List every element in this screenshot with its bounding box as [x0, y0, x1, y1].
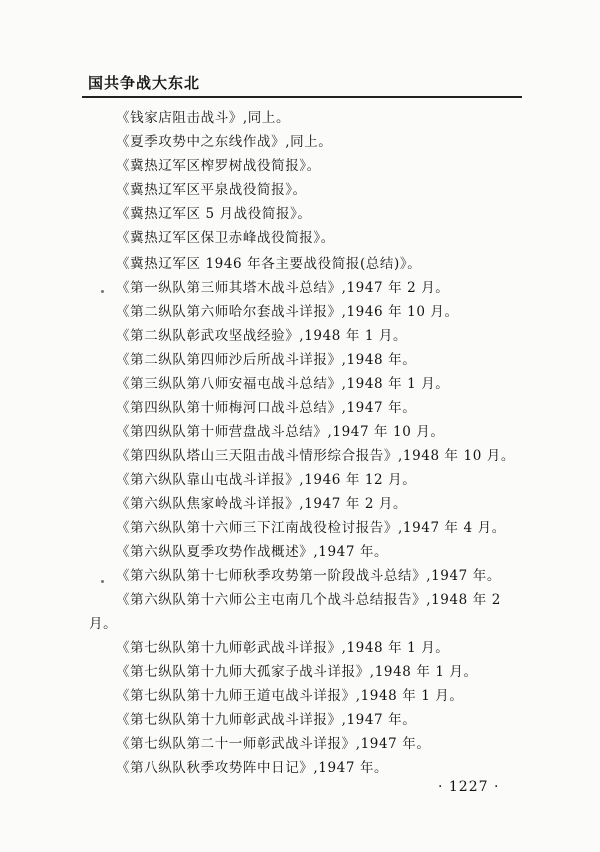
reference-entry: 《第六纵队焦家岭战斗详报》,1947 年 2 月。: [116, 496, 408, 512]
reference-entry: 《第二纵队第六师哈尔套战斗详报》,1946 年 10 月。: [116, 304, 459, 320]
reference-entry: 《第七纵队第十九师王道屯战斗详报》,1948 年 1 月。: [116, 688, 464, 704]
reference-entry-continuation: 月。: [89, 616, 118, 632]
reference-entry: 《钱家店阻击战斗》,同上。: [116, 110, 291, 126]
reference-entry: 《冀热辽军区保卫赤峰战役简报》。: [116, 230, 335, 246]
reference-entry: 《第七纵队第十九师彰武战斗详报》,1947 年。: [116, 712, 417, 728]
reference-entry: 《第二纵队彰武攻坚战经验》,1948 年 1 月。: [116, 328, 408, 344]
reference-entry: 《第四纵队第十师营盘战斗总结》,1947 年 10 月。: [116, 424, 445, 440]
reference-entry: 《第六纵队第十六师公主屯南几个战斗总结报告》,1948 年 2: [116, 592, 501, 608]
reference-entry: 《冀热辽军区 1946 年各主要战役简报(总结)》。: [116, 256, 422, 272]
reference-entry: 《冀热辽军区平泉战役简报》。: [116, 182, 307, 198]
reference-entry: 《第六纵队第十七师秋季攻势第一阶段战斗总结》,1947 年。: [116, 568, 501, 584]
header-rule: [82, 96, 522, 98]
reference-entry: 《第四纵队塔山三天阻击战斗情形综合报告》,1948 年 10 月。: [116, 448, 515, 464]
print-speck: [101, 290, 104, 293]
reference-entry: 《第六纵队夏季攻势作战概述》,1947 年。: [116, 544, 389, 560]
reference-entry: 《第七纵队第十九师大孤家子战斗详报》,1948 年 1 月。: [116, 664, 478, 680]
reference-entry: 《第七纵队第二十一师彰武战斗详报》,1947 年。: [116, 736, 431, 752]
reference-entry: 《第六纵队第十六师三下江南战役检讨报告》,1947 年 4 月。: [116, 520, 506, 536]
reference-entry: 《第三纵队第八师安福屯战斗总结》,1948 年 1 月。: [116, 376, 450, 392]
reference-entry: 《夏季攻势中之东线作战》,同上。: [116, 134, 333, 150]
reference-entry: 《第二纵队第四师沙后所战斗详报》,1948 年。: [116, 352, 417, 368]
page-number: · 1227 ·: [438, 779, 500, 795]
reference-entry: 《冀热辽军区榨罗树战役简报》。: [116, 158, 321, 174]
running-header-title: 国共争战大东北: [88, 74, 201, 92]
reference-entry: 《第八纵队秋季攻势阵中日记》,1947 年。: [116, 760, 389, 776]
reference-entry: 《第六纵队靠山屯战斗详报》,1946 年 12 月。: [116, 472, 417, 488]
reference-entry: 《冀热辽军区 5 月战役简报》。: [116, 206, 312, 222]
reference-entry: 《第七纵队第十九师彰武战斗详报》,1948 年 1 月。: [116, 640, 450, 656]
print-speck: [101, 580, 104, 583]
reference-entry: 《第一纵队第三师其塔木战斗总结》,1947 年 2 月。: [116, 280, 450, 296]
reference-entry: 《第四纵队第十师梅河口战斗总结》,1947 年。: [116, 400, 417, 416]
